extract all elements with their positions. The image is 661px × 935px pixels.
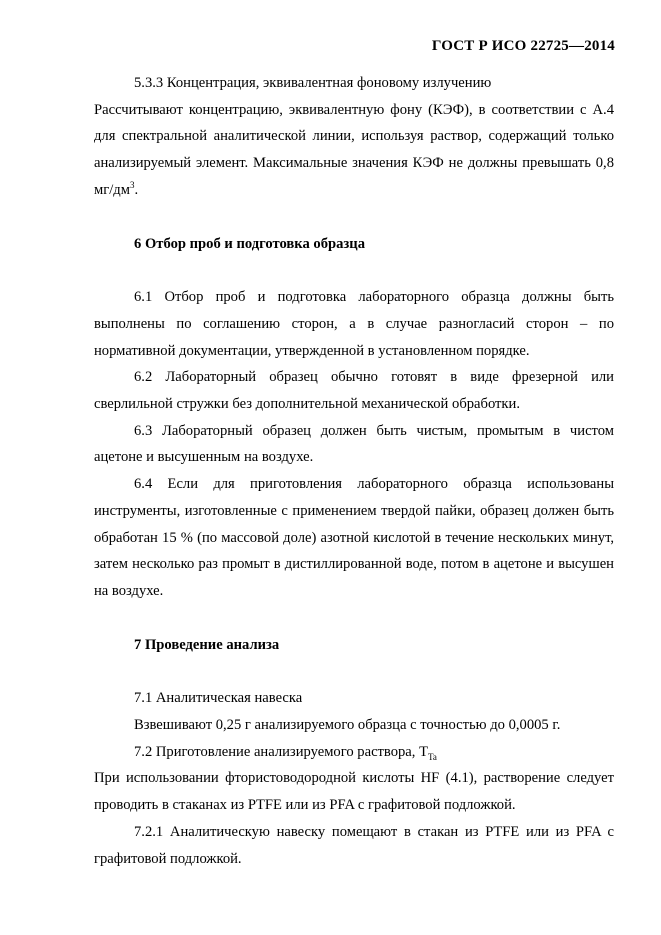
paragraph-7-1: 7.1 Аналитическая навеска bbox=[134, 690, 303, 707]
paragraph-7-2 bbox=[94, 739, 614, 766]
document-body bbox=[94, 70, 614, 872]
paragraph-6-2: 6.2 Лабораторный образец обычно готовят в виде фрезерной или сверлильной стружки без дополнительной механической обработки. bbox=[94, 369, 614, 413]
paragraph-7-2-text: 7.2 Приготовление анализируемого раствора, T bbox=[134, 743, 428, 760]
paragraph-6-4: 6.4 Если для приготовления лабораторного образца использованы инструменты, изготовленные с применением твердой пайки, образец должен быть обработан 15 % (по массовой доле) азотной кислотой в течение нескольких минут, затем несколько раз промыт в дистиллированной воде, потом в ацетоне и высушен на воздухе. bbox=[94, 476, 614, 599]
section-heading-7: 7 Проведение анализа bbox=[134, 636, 280, 653]
paragraph-7-2-body: При использовании фтористоводородной кислоты HF (4.1), растворение следует проводить в стаканах из PTFE или из PFA с графитовой подложкой. bbox=[94, 770, 614, 814]
section-heading-6: 6 Отбор проб и подготовка образца bbox=[134, 235, 365, 252]
paragraph-7-2-1: 7.2.1 Аналитическую навеску помещают в стакан из PTFE или из PFA с графитовой подложкой. bbox=[94, 823, 614, 867]
paragraph-5-3-3-end: . bbox=[134, 181, 139, 198]
subsection-title-5-3-3: 5.3.3 Концентрация, эквивалентная фоновому излучению bbox=[134, 75, 492, 91]
paragraph-6-1: 6.1 Отбор проб и подготовка лабораторного образца должны быть выполнены по соглашению сторон, а в случае разногласий сторон – по нормативной документации, утвержденной в установленном порядке. bbox=[94, 289, 614, 359]
paragraph-7-1-weighing: Взвешивают 0,25 г анализируемого образца с точностью до 0,0005 г. bbox=[134, 717, 561, 734]
superscript-3: 3 bbox=[129, 179, 135, 190]
paragraph-6-3: 6.3 Лабораторный образец должен быть чистым, промытым в чистом ацетоне и высушенным на воздухе. bbox=[94, 422, 614, 466]
subscript-ta: Ta bbox=[428, 751, 437, 762]
paragraph-5-3-3 bbox=[94, 97, 614, 204]
standard-header: ГОСТ Р ИСО 22725—2014 bbox=[431, 38, 615, 54]
paragraph-5-3-3-text: Рассчитывают концентрацию, эквивалентную фону (КЭФ), в соответствии с А.4 для спектральной аналитической линии, используя раствор, содержащий только анализируемый элемент. Максимальные значения КЭФ не должны превышать 0,8 мг/дм bbox=[94, 101, 614, 198]
